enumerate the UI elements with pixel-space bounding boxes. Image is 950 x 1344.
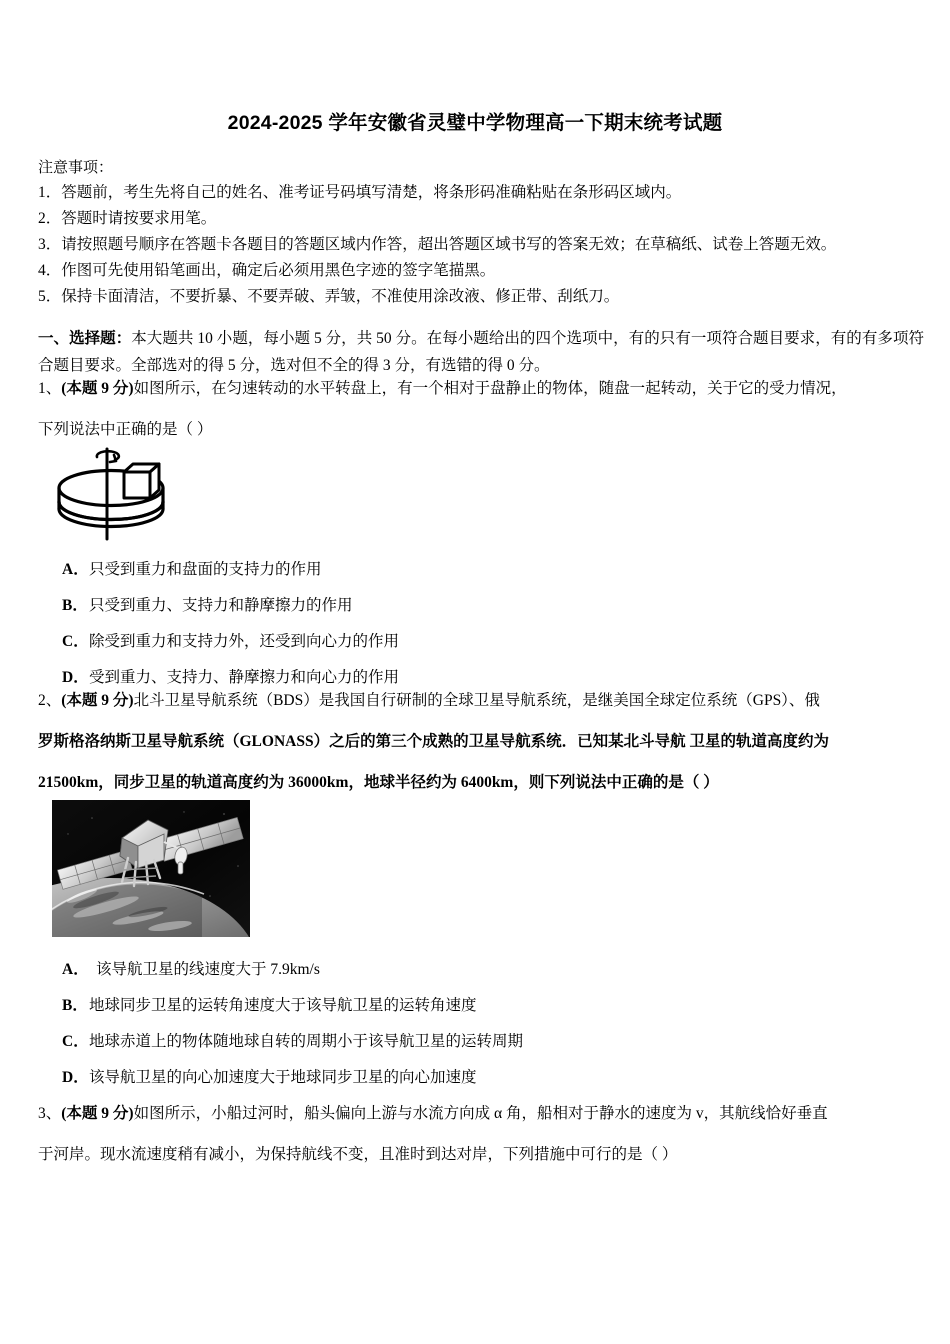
option-letter: B． bbox=[62, 597, 88, 614]
turntable-svg bbox=[55, 445, 195, 545]
question-1-option-a[interactable] bbox=[62, 552, 399, 588]
question-1-stem-line2: 下列说法中正确的是（ ） bbox=[38, 421, 213, 438]
page-title: 2024-2025 学年安徽省灵璧中学物理高一下期末统考试题 bbox=[227, 112, 723, 134]
question-2-option-b[interactable] bbox=[62, 988, 523, 1024]
option-text: 该导航卫星的线速度大于 7.9km/s bbox=[96, 961, 320, 978]
option-text: 地球同步卫星的运转角速度大于该导航卫星的运转角速度 bbox=[89, 997, 477, 1014]
question-2-stem-line2: 罗斯格洛纳斯卫星导航系统（GLONASS）之后的第三个成熟的卫星导航系统．已知某北斗导航 卫星的轨道高度约为 bbox=[38, 733, 829, 750]
question-2-option-a[interactable] bbox=[62, 952, 523, 988]
question-3-points: (本题 9 分) bbox=[61, 1105, 134, 1122]
satellite-photo bbox=[52, 800, 250, 937]
section-one-instructions: 本大题共 10 小题，每小题 5 分，共 50 分。在每小题给出的四个选项中，有的只有一项符合题目要求，有的有多项符合题目要求。全部选对的得 5 分，选对但不全的得 3 分，有选错的得 0 分。 bbox=[38, 330, 924, 374]
option-letter: D． bbox=[62, 1069, 89, 1086]
question-1-stem-line1: 如图所示，在匀速转动的水平转盘上，有一个相对于盘静止的物体，随盘一起转动，关于它的受力情况， bbox=[133, 380, 847, 397]
turntable-diagram bbox=[55, 445, 195, 545]
question-2-number: 2、 bbox=[38, 692, 62, 709]
question-2-stem bbox=[38, 687, 924, 796]
option-text: 只受到重力和盘面的支持力的作用 bbox=[89, 561, 322, 578]
option-letter: C． bbox=[62, 633, 89, 650]
question-1-option-b[interactable] bbox=[62, 588, 399, 624]
question-3-stem-line2: 于河岸。现水流速度稍有减小，为保持航线不变，且准时到达对岸，下列措施中可行的是（ ） bbox=[38, 1146, 678, 1163]
section-one-label: 一、选择题： bbox=[38, 330, 132, 347]
question-2-option-c[interactable] bbox=[62, 1024, 523, 1060]
question-2-stem-line3: 21500km，同步卫星的轨道高度约为 36000km，地球半径约为 6400km，则下列说法中正确的是（ ） bbox=[38, 774, 719, 791]
question-2-stem-line1: 北斗卫星导航系统（BDS）是我国自行研制的全球卫星导航系统，是继美国全球定位系统（GPS）、俄 bbox=[133, 692, 820, 709]
option-letter: A． bbox=[62, 561, 89, 578]
option-letter: D． bbox=[62, 669, 89, 686]
question-2-options bbox=[62, 952, 523, 1096]
question-1-number: 1、 bbox=[38, 380, 62, 397]
satellite-photo-svg bbox=[52, 800, 250, 937]
question-2-points: (本题 9 分) bbox=[61, 692, 134, 709]
option-text: 除受到重力和支持力外，还受到向心力的作用 bbox=[89, 633, 400, 650]
option-text: 只受到重力、支持力和静摩擦力的作用 bbox=[89, 597, 353, 614]
option-letter: A． bbox=[62, 961, 89, 978]
question-1-option-c[interactable] bbox=[62, 624, 399, 660]
notice-heading: 注意事项： bbox=[38, 160, 114, 176]
option-text: 受到重力、支持力、静摩擦力和向心力的作用 bbox=[89, 669, 400, 686]
option-text: 地球赤道上的物体随地球自转的周期小于该导航卫星的运转周期 bbox=[89, 1033, 524, 1050]
question-3-stem bbox=[38, 1100, 924, 1168]
option-text: 该导航卫星的向心加速度大于地球同步卫星的向心加速度 bbox=[89, 1069, 477, 1086]
section-one-heading bbox=[38, 325, 924, 379]
question-1-options bbox=[62, 552, 399, 696]
notice-block bbox=[38, 156, 924, 310]
question-1-stem bbox=[38, 375, 924, 443]
question-3-number: 3、 bbox=[38, 1105, 62, 1122]
notice-item-2: 2．答题时请按要求用笔。 bbox=[38, 210, 217, 227]
question-3-stem-line1: 如图所示，小船过河时，船头偏向上游与水流方向成 α 角，船相对于静水的速度为 v，其航线恰好垂直 bbox=[133, 1105, 828, 1122]
question-2-option-d[interactable] bbox=[62, 1060, 523, 1096]
notice-item-5: 5．保持卡面清洁，不要折暴、不要弄破、弄皱，不准使用涂改液、修正带、刮纸刀。 bbox=[38, 288, 620, 305]
option-letter: C． bbox=[62, 1033, 89, 1050]
notice-item-1: 1．答题前，考生先将自己的姓名、准考证号码填写清楚，将条形码准确粘贴在条形码区域内。 bbox=[38, 184, 682, 201]
option-letter: B． bbox=[62, 997, 88, 1014]
notice-item-3: 3．请按照题号顺序在答题卡各题目的答题区域内作答，超出答题区域书写的答案无效；在草稿纸、试卷上答题无效。 bbox=[38, 236, 837, 253]
notice-item-4: 4．作图可先使用铅笔画出，确定后必须用黑色字迹的签字笔描黑。 bbox=[38, 262, 496, 279]
question-1-points: (本题 9 分) bbox=[61, 380, 134, 397]
